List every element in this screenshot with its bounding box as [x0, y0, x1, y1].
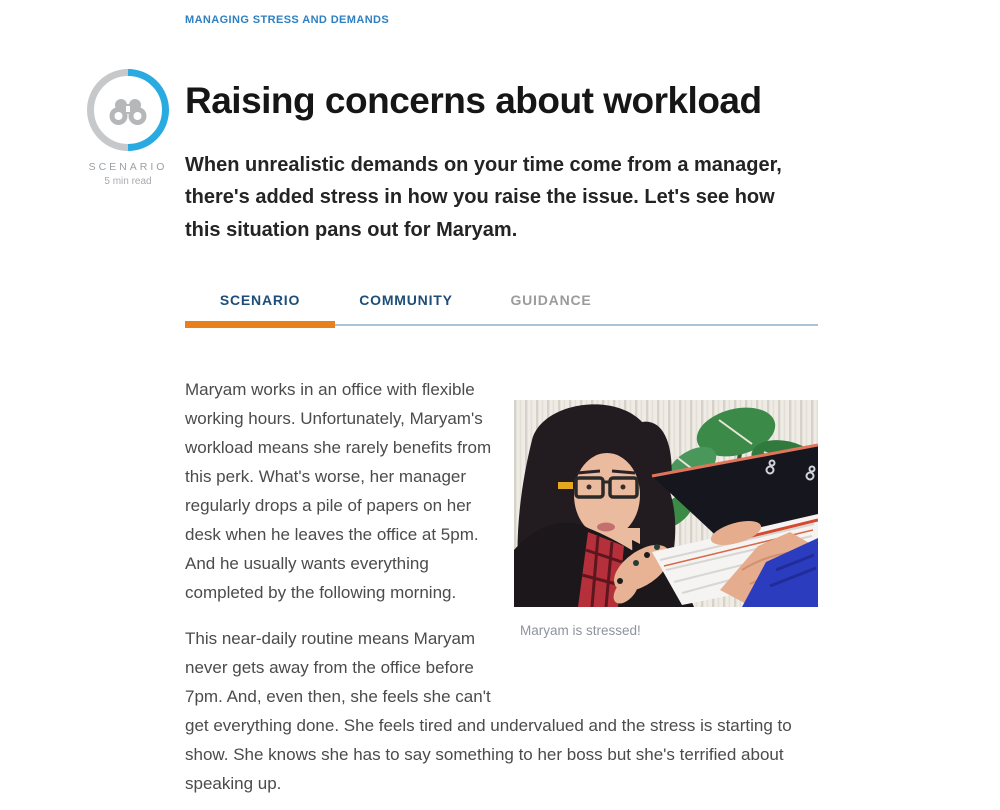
breadcrumb[interactable]: MANAGING STRESS AND DEMANDS: [185, 14, 390, 26]
article-paragraph-1: Maryam works in an office with flexible working hours. Unfortunately, Maryam's workload means she rarely benefits from this perk. What's worse, her manager regularly drops a pile of papers on her desk when he leaves the office at 5pm. And he usually wants everything completed by the following morning.: [185, 380, 492, 603]
article-paragraph-2: This near-daily routine means Maryam never gets away from the office before 7pm. And, even then, she feels she can't get everything done. She feels tired and undervalued and the stress is starting to show. She knows she has to say something to her boss but she's terrified about speaking up.: [185, 629, 792, 794]
page-title: Raising concerns about workload: [185, 80, 762, 121]
main-content: [185, 80, 818, 810]
scenario-photo: [514, 400, 818, 607]
intro-text: When unrealistic demands on your time come from a manager, there's added stress in how you raise the issue. Let's see how this situation pans out for Maryam.: [185, 153, 782, 241]
progress-ring: [84, 66, 172, 154]
scenario-article: [185, 375, 818, 798]
content-type-label: SCENARIO: [88, 161, 168, 173]
tab-guidance[interactable]: GUIDANCE: [510, 292, 592, 309]
scenario-figure: [514, 400, 818, 645]
progress-ring-svg: [84, 66, 172, 154]
tab-bar: [185, 283, 818, 326]
read-time: 5 min read: [104, 176, 152, 187]
tab-scenario[interactable]: SCENARIO: [185, 283, 335, 324]
figure-caption: Maryam is stressed!: [520, 623, 641, 639]
binoculars-icon: [110, 99, 147, 125]
tab-community[interactable]: COMMUNITY: [359, 292, 453, 309]
scenario-badge: [83, 66, 173, 187]
